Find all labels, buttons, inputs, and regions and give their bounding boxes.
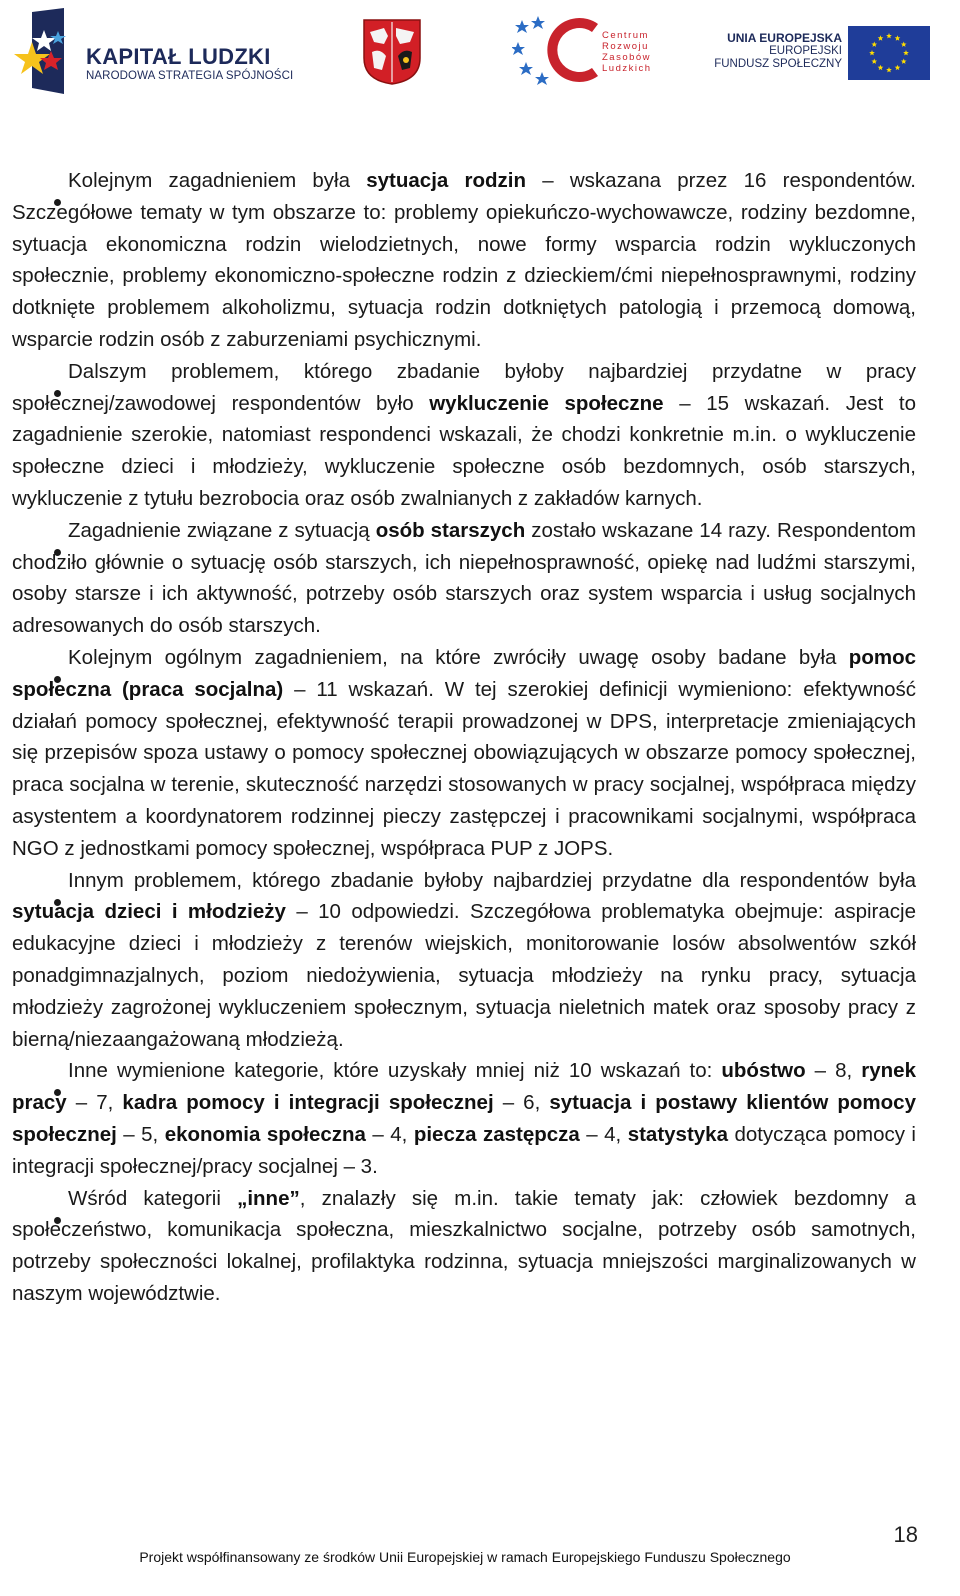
bold-term: ekonomia społeczna — [164, 1122, 366, 1146]
text-run: , znalazły się m.in. takie tematy jak: człowiek bezdomny a społeczeństwo, komunikacja społeczna, mieszkalnictwo socjalne, potrzeby osób samotnych, potrzeby społeczności lokalnej, profilaktyka rodzinna, sytuacja mniejszości marginalizowanych w naszym województwie. — [12, 1186, 916, 1305]
text-run: Kolejnym ogólnym zagadnieniem, na które zwróciły uwagę osoby badane była — [68, 645, 849, 669]
text-run: – 6, — [493, 1091, 550, 1115]
bold-term: pomoc społeczna (praca socjalna) — [12, 645, 916, 701]
crzl-logo-icon — [512, 14, 602, 86]
text-run: – 4, — [365, 1122, 414, 1146]
bullet-paragraph-family-situation — [12, 165, 916, 356]
kapital-ludzki-logo — [10, 8, 294, 100]
eu-line-3: FUNDUSZ SPOŁECZNY — [714, 58, 842, 70]
bold-term: sytuacja dzieci i młodzieży — [12, 900, 286, 924]
text-run: – 11 wskazań. W tej szerokiej definicji wymieniono: efektywność działań pomocy społecznej, efektywność terapii prowadzonej w DPS, interpretacje zmieniających się przepisów spoza ustawy o pomocy społecznej obowiązujących w obszarze pomocy społecznej, praca socjalna w terenie, skuteczność narzędzi stosowanych w pracy socjalnej, współpraca między asystentem a koordynatorem rodzinnej pieczy zastępczej i pracownikami socjalnymi, współpraca NGO z jednostkami pomocy społecznej, współpraca PUP z JOPS. — [12, 677, 916, 860]
text-run: Inne wymienione kategorie, które uzyskały mniej niż 10 wskazań to: — [68, 1059, 722, 1083]
eu-line-1: UNIA EUROPEJSKA — [727, 31, 842, 45]
header-logo-bar — [0, 0, 960, 110]
eu-logo-text — [714, 32, 842, 71]
crzl-line-1: Centrum — [602, 30, 649, 41]
bullet-paragraph-social-assistance — [12, 642, 916, 865]
crzl-logo — [512, 14, 662, 86]
eu-line-2: EUROPEJSKI — [769, 45, 842, 57]
bold-term: rynek pracy — [12, 1059, 916, 1115]
bold-term: statystyka — [627, 1122, 728, 1146]
text-run: – 10 odpowiedzi. Szczegółowa problematyka obejmuje: aspiracje edukacyjne dzieci i młodzieży z terenów wiejskich, monitorowanie losów absolwentów szkół ponadgimnazjalnych, poziom niedożywienia, sytuacja młodzieży na rynku pracy, sytuacja młodzieży zagrożonej wykluczeniem społecznym, sytuacja nieletnich matek oraz sposoby pracy z bierną/niezaangażowaną młodzieżą. — [12, 900, 916, 1051]
footer-funding-note: Projekt współfinansowany ze środków Unii Europejskiej w ramach Europejskiego Funduszu Społecznego — [139, 1549, 791, 1565]
eu-logo — [714, 22, 934, 82]
document-body — [12, 165, 916, 1310]
crzl-line-4: Ludzkich — [602, 63, 652, 74]
text-run: Zagadnienie związane z sytuacją — [68, 518, 376, 542]
text-run: – 8, — [805, 1059, 862, 1083]
bold-term: sytuacja i postawy klientów pomocy społecznej — [12, 1091, 916, 1146]
kapital-ludzki-logo-icon — [10, 8, 80, 100]
bullet-paragraph-children-youth — [12, 865, 916, 1056]
bullet-paragraph-social-exclusion — [12, 356, 916, 515]
text-run: Innym problemem, którego zbadanie byłoby najbardziej przydatne dla respondentów była — [68, 868, 916, 892]
crzl-name — [602, 30, 652, 74]
text-run: Wśród kategorii — [68, 1186, 238, 1210]
bullet-paragraph-elderly — [12, 515, 916, 642]
bold-term: piecza zastępcza — [413, 1122, 580, 1146]
text-run: – wskazana przez 16 respondentów. Szczegółowe tematy w tym obszarze to: problemy opiekuńczo-wychowawcze, rodziny bezdomne, sytuacja ekonomiczna rodzin wielodzietnych, nowe formy wsparcia rodzin wykluczonych społecznie, problemy ekonomiczno-społeczne rodzin z dzieckiem/ćmi niepełnosprawnymi, rodziny dotknięte problemem alkoholizmu, sytuacja rodzin dotkniętych patologią i przemocą domową, wsparcie rodzin osób z zaburzeniami psychicznymi. — [12, 169, 916, 351]
text-run: dotycząca pomocy i integracji społecznej/pracy socjalnej – 3. — [12, 1122, 916, 1178]
bold-term: kadra pomocy i integracji społecznej — [122, 1091, 494, 1115]
text-run: Kolejnym zagadnieniem była — [68, 169, 367, 192]
bold-term: sytuacja rodzin — [366, 169, 527, 192]
text-run: – 15 wskazań. Jest to zagadnienie szerokie, natomiast respondenci wskazali, że chodzi konkretnie m.in. o wykluczenie społeczne dzieci i młodzieży, wykluczenie społeczne osób bezdomnych, osób starszych, wykluczenie z tytułu bezrobocia oraz osób zwalnianych z zakładów karnych. — [12, 391, 917, 510]
bullet-paragraph-inne — [12, 1183, 916, 1310]
eu-flag-icon — [848, 26, 930, 80]
bold-term: „inne” — [237, 1186, 300, 1210]
page-number: 18 — [893, 1522, 918, 1547]
bold-term: wykluczenie społeczne — [429, 391, 664, 415]
text-run: – 7, — [66, 1091, 123, 1115]
kapital-ludzki-subtitle: NARODOWA STRATEGIA SPÓJNOŚCI — [86, 70, 294, 82]
crzl-line-3: Zasobów — [602, 52, 652, 63]
text-run: – 5, — [116, 1122, 165, 1146]
text-run: zostało wskazane 14 razy. Respondentom chodziło głównie o sytuację osób starszych, ich niepełnosprawność, opiekę nad ludźmi starszymi, osoby starsze i ich aktywność, potrzeby osób starszych oraz system wsparcia i usług socjalnych adresowanych do osób starszych. — [12, 518, 916, 638]
bold-term: ubóstwo — [721, 1059, 806, 1083]
bold-term: osób starszych — [375, 518, 526, 542]
kapital-ludzki-title: KAPITAŁ LUDZKI — [86, 44, 271, 69]
bullet-paragraph-other-categories — [12, 1055, 916, 1182]
crzl-line-2: Rozwoju — [602, 41, 649, 52]
regional-coat-of-arms-icon — [362, 18, 422, 86]
text-run: Dalszym problemem, którego zbadanie byłoby najbardziej przydatne w pracy społecznej/zawodowej respondentów było — [12, 359, 916, 415]
text-run: – 4, — [579, 1122, 628, 1146]
